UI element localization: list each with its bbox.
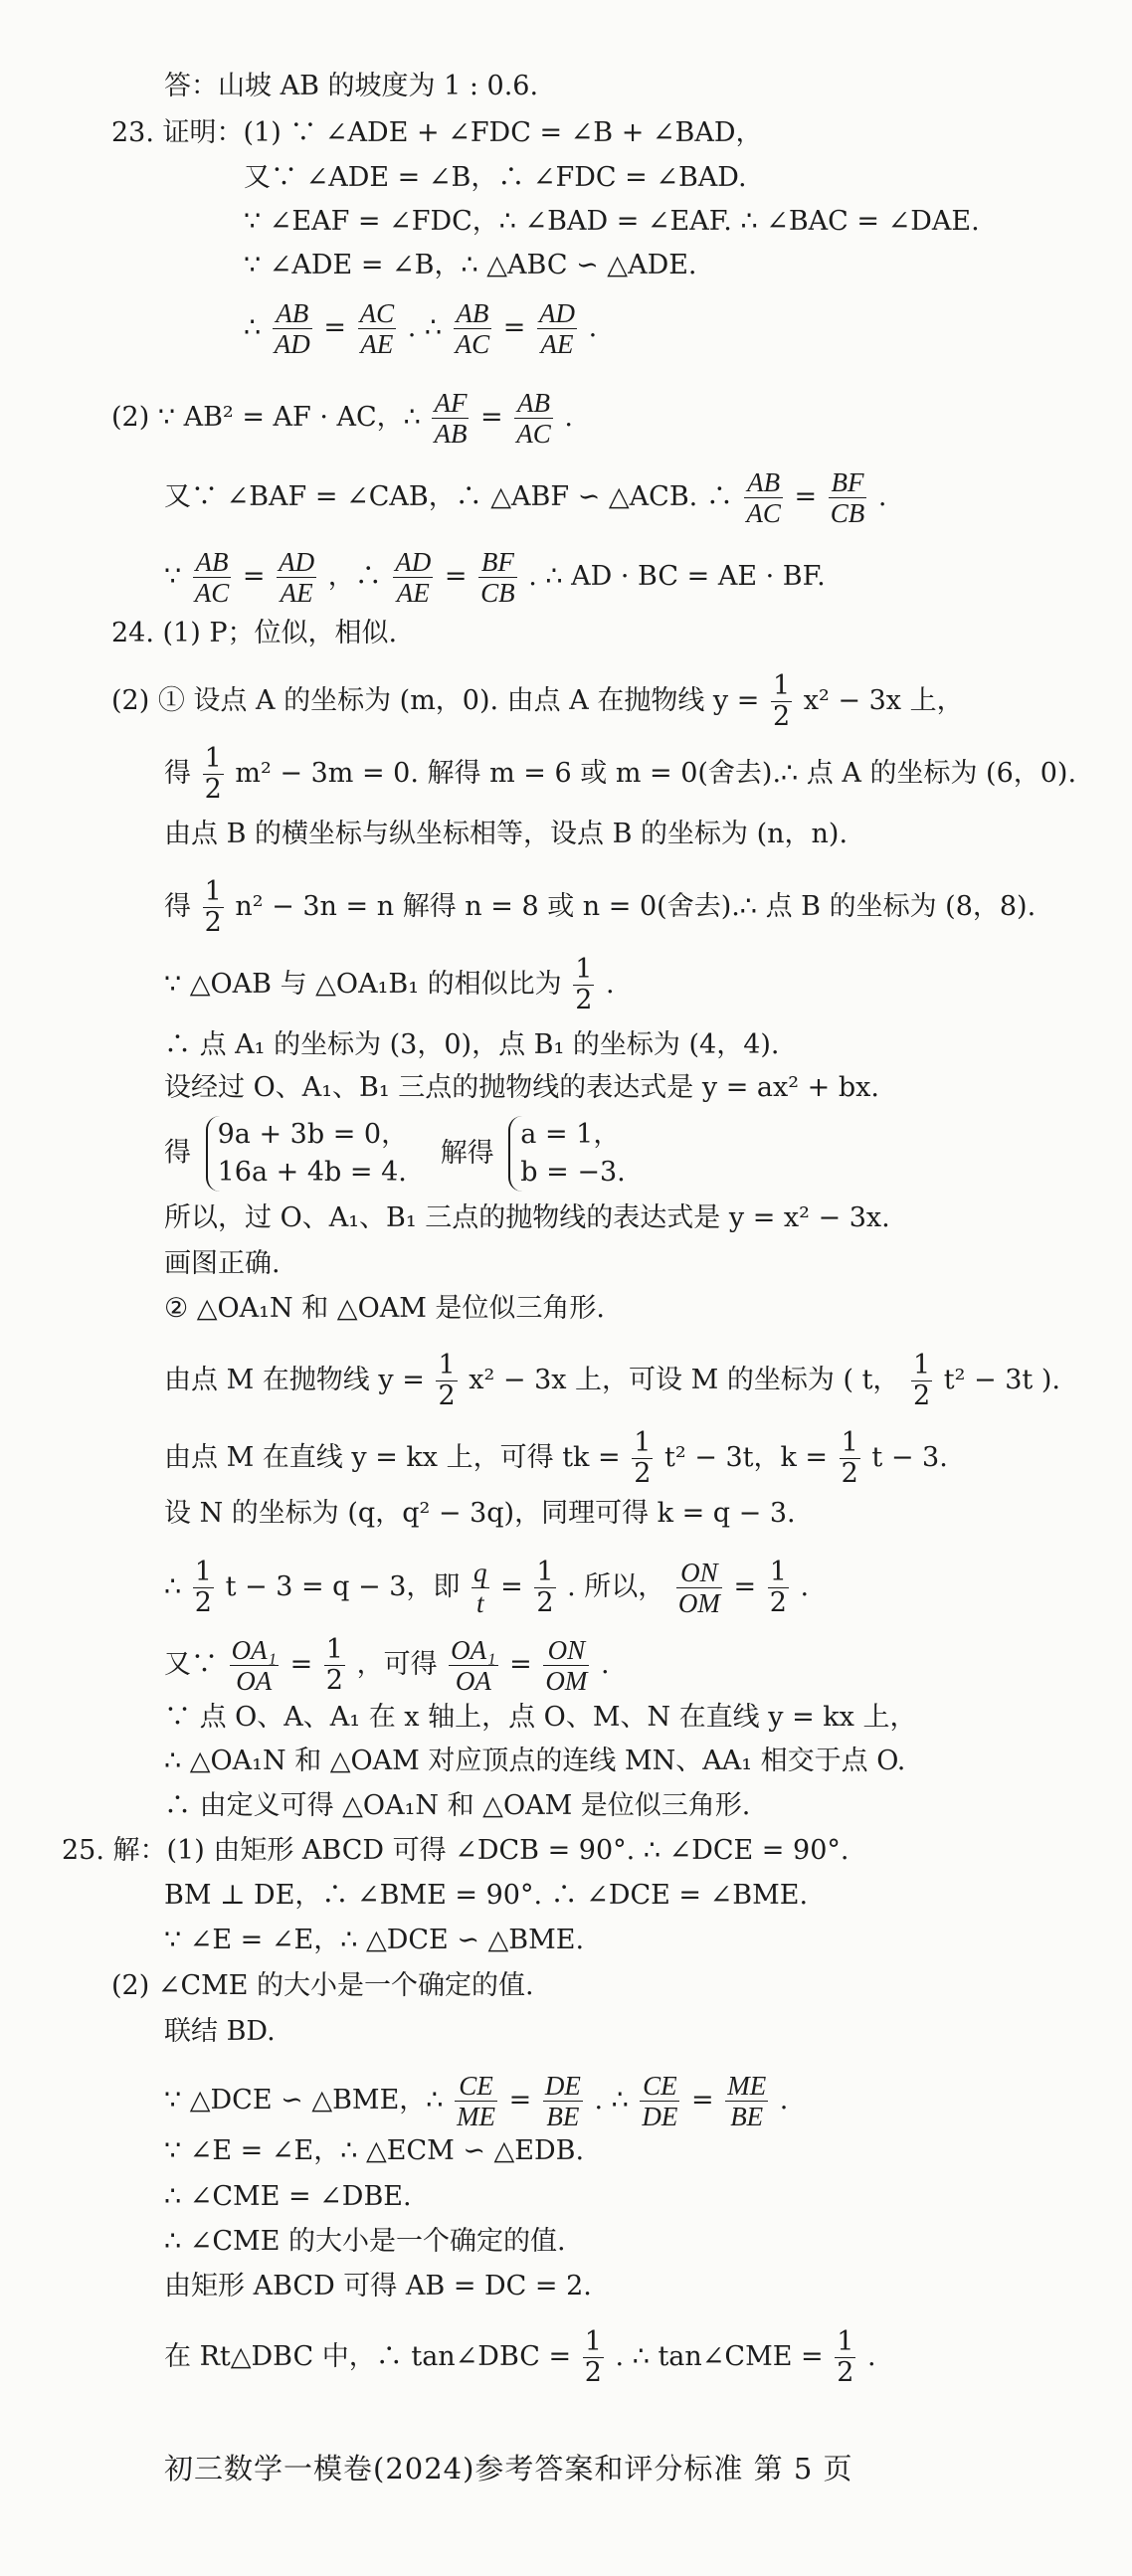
numerator: 1 (769, 1557, 787, 1587)
text: 又∵ (164, 1649, 218, 1680)
fraction (203, 744, 224, 805)
numerator: 1 (772, 670, 791, 701)
equation: 9a + 3b = 0， (217, 1119, 409, 1150)
q23-heading-line: 23. 证明：(1) ∵ ∠ADE + ∠FDC = ∠B + ∠BAD， (111, 117, 763, 148)
numerator: 1 (837, 2326, 854, 2357)
text: . (600, 1649, 610, 1680)
numerator: BF (478, 547, 517, 578)
fraction (472, 1558, 489, 1618)
text: x² − 3x 上， (803, 685, 964, 716)
q23-part2-line (164, 547, 826, 608)
fraction (632, 1428, 653, 1489)
fraction (573, 955, 594, 1015)
q25-heading-line: 25. 解：(1) 由矩形 ABCD 可得 ∠DCB = 90°. ∴ ∠DCE = 90°. (62, 1835, 849, 1866)
denominator: 2 (325, 1665, 343, 1696)
text: . ∴ (407, 312, 443, 343)
q25-line: 联结 BD. (164, 2016, 276, 2047)
text: = (508, 2085, 532, 2116)
denominator: 2 (837, 2357, 854, 2388)
fraction (514, 388, 553, 449)
numerator: 1 (438, 1350, 456, 1380)
q24-heading-line: 24. (1) P；位似，相似. (111, 618, 398, 648)
q25-line: ∴ ∠CME 的大小是一个确定的值. (164, 2226, 566, 2257)
denominator: AE (360, 329, 394, 359)
q24-line (111, 671, 964, 732)
fraction (193, 1558, 214, 1618)
numerator: OA₁ (451, 1635, 496, 1665)
text: 解得 (440, 1137, 494, 1169)
numerator: 1 (634, 1427, 652, 1458)
text: . (867, 2341, 876, 2372)
fraction (744, 467, 783, 528)
q24-line: 画图正确. (164, 1248, 281, 1279)
fraction (676, 1558, 722, 1618)
text: (2) ① 设点 A 的坐标为 (m，0). 由点 A 在抛物线 y = (111, 685, 760, 716)
text: . (564, 402, 573, 433)
denominator: OA (236, 1666, 273, 1696)
denominator: AE (540, 329, 574, 359)
fraction (534, 1558, 555, 1618)
numerator: AF (434, 388, 468, 418)
text: m² − 3m = 0. 解得 m = 6 或 m = 0(舍去).∴ 点 A 的坐标为 (6，0). (235, 758, 1077, 789)
fraction (640, 2071, 679, 2131)
text: = (242, 561, 266, 592)
q25-line (164, 2327, 876, 2388)
fraction (543, 2071, 583, 2131)
fraction (478, 547, 517, 608)
numerator: 1 (204, 876, 222, 907)
denominator: 2 (575, 985, 593, 1015)
text: ∴ (164, 1571, 182, 1602)
equation-system (206, 1116, 409, 1192)
q24-line (164, 877, 1036, 938)
text: x² − 3x 上，可设 M 的坐标为 ( t， (469, 1365, 900, 1395)
text: 又∵ ∠BAF = ∠CAB，∴ △ABF ∽ △ACB. ∴ (164, 481, 733, 512)
numerator: AD (538, 298, 575, 328)
fraction (273, 298, 312, 359)
text: . ∴ (594, 2085, 629, 2116)
text: t² − 3t ). (943, 1365, 1060, 1395)
text: = (509, 1649, 532, 1680)
text: = (690, 2085, 714, 2116)
denominator: 2 (584, 2357, 602, 2388)
denominator: 2 (438, 1380, 456, 1411)
text: (2) ∵ AB² = AF · AC，∴ (111, 402, 421, 433)
answer-22-conclusion: 答：山坡 AB 的坡度为 1 : 0.6. (164, 71, 539, 101)
text: . ∴ AD · BC = AE · BF. (528, 561, 826, 592)
denominator: BE (546, 2102, 580, 2131)
denominator: t (476, 1588, 484, 1618)
text: 在 Rt△DBC 中，∴ tan∠DBC = (164, 2341, 572, 2372)
fraction (771, 671, 792, 732)
fraction (835, 2327, 855, 2388)
numerator: AC (359, 298, 395, 328)
denominator: AE (396, 578, 430, 608)
text: . (606, 969, 615, 1000)
text: ，可得 (356, 1649, 438, 1680)
equation: b = −3. (520, 1157, 626, 1188)
text: . (800, 1571, 810, 1602)
q25-line: ∴ ∠CME = ∠DBE. (164, 2181, 412, 2212)
denominator: AC (455, 329, 490, 359)
q25-line: 由矩形 ABCD 可得 AB = DC = 2. (164, 2271, 592, 2301)
denominator: BE (730, 2102, 764, 2131)
q24-line: 所以，过 O、A₁、B₁ 三点的抛物线的表达式是 y = x² − 3x. (164, 1202, 890, 1233)
fraction (537, 298, 577, 359)
q25-line (164, 2071, 788, 2131)
numerator: DE (544, 2071, 581, 2101)
denominator: AE (280, 578, 313, 608)
text: 由点 M 在抛物线 y = (164, 1365, 425, 1395)
fraction (393, 547, 433, 608)
fraction (449, 1635, 497, 1696)
q23-part2-line (111, 388, 573, 449)
text: = (323, 312, 346, 343)
text: . ∴ tan∠CME = (615, 2341, 824, 2372)
q25-part2-line: (2) ∠CME 的大小是一个确定的值. (111, 1970, 534, 2001)
fraction (358, 298, 397, 359)
text: ∴ (244, 312, 262, 343)
text: 得 (164, 1137, 191, 1169)
numerator: 1 (841, 1427, 858, 1458)
numerator: AB (744, 467, 783, 498)
denominator: AC (194, 578, 230, 608)
text: ，∴ (327, 561, 382, 592)
denominator: CB (830, 498, 865, 528)
q25-line: ∵ ∠E = ∠E，∴ △DCE ∽ △BME. (164, 1925, 585, 1955)
numerator: OA₁ (231, 1635, 277, 1665)
numerator: ON (676, 1558, 722, 1588)
fraction (277, 547, 316, 608)
denominator: DE (642, 2102, 678, 2131)
q24-line (164, 1351, 1060, 1411)
text: = (733, 1571, 757, 1602)
fraction (454, 298, 492, 359)
fraction (768, 1558, 789, 1618)
q24-line (164, 1558, 809, 1618)
text: t² − 3t，k = (663, 1442, 829, 1473)
numerator: 1 (204, 743, 222, 774)
numerator: ON (543, 1635, 589, 1666)
fraction (203, 877, 224, 938)
fraction (455, 2071, 497, 2131)
denominator: AB (434, 419, 468, 449)
fraction (230, 1635, 279, 1696)
denominator: CB (480, 578, 515, 608)
q23-line: ∵ ∠ADE = ∠B，∴ △ABC ∽ △ADE. (244, 250, 697, 280)
q24-line (164, 1428, 948, 1489)
numerator: AD (279, 547, 315, 577)
denominator: 2 (841, 1458, 858, 1489)
text: = (289, 1649, 313, 1680)
fraction (193, 547, 232, 608)
denominator: 2 (772, 701, 791, 732)
q24-line: 设 N 的坐标为 (q，q² − 3q)，同理可得 k = q − 3. (164, 1498, 796, 1529)
numerator: 1 (913, 1350, 931, 1380)
fraction (840, 1428, 860, 1489)
text: t − 3 = q − 3，即 (225, 1571, 461, 1602)
numerator: ME (727, 2071, 767, 2101)
denominator: AD (274, 329, 310, 359)
text: 得 (164, 758, 191, 789)
q24-line: ∴ 由定义可得 △OA₁N 和 △OAM 是位似三角形. (164, 1790, 751, 1821)
fraction (432, 388, 469, 449)
q25-line: ∵ ∠E = ∠E，∴ △ECM ∽ △EDB. (164, 2135, 585, 2166)
fraction (324, 1635, 345, 1696)
q24-line: 由点 B 的横坐标与纵坐标相等，设点 B 的坐标为 (n，n). (164, 819, 849, 849)
numerator: 1 (584, 2326, 602, 2357)
numerator: AB (193, 547, 232, 578)
q24-line (164, 1635, 610, 1696)
q23-fraction-line (244, 298, 597, 359)
numerator: 1 (325, 1634, 343, 1665)
q24-line (164, 744, 1076, 805)
numerator: AB (454, 298, 492, 329)
equation: 16a + 4b = 4. (217, 1157, 407, 1188)
numerator: CE (640, 2071, 679, 2102)
q25-line: BM ⊥ DE，∴ ∠BME = 90°. ∴ ∠DCE = ∠BME. (164, 1880, 809, 1911)
equation-system (508, 1116, 625, 1192)
denominator: OM (545, 1666, 588, 1696)
text: = (500, 1571, 523, 1602)
numerator: CE (455, 2071, 497, 2102)
denominator: 2 (913, 1380, 931, 1411)
denominator: 2 (204, 907, 222, 938)
fraction (543, 1635, 589, 1696)
denominator: OM (677, 1588, 720, 1618)
text: = (480, 402, 503, 433)
text: . 所以， (567, 1571, 665, 1602)
text: 得 (164, 891, 191, 922)
fraction (725, 2071, 768, 2131)
text: ∵ △DCE ∽ △BME，∴ (164, 2085, 444, 2116)
text: 由点 M 在直线 y = kx 上，可得 tk = (164, 1442, 621, 1473)
numerator: q (473, 1558, 487, 1587)
q24-line: ∴ 点 A₁ 的坐标为 (3，0)，点 B₁ 的坐标为 (4，4). (164, 1029, 780, 1060)
q24-line: ∵ 点 O、A、A₁ 在 x 轴上，点 O、M、N 在直线 y = kx 上， (164, 1702, 917, 1733)
q24-line (164, 955, 615, 1015)
denominator: 2 (769, 1587, 787, 1618)
q24-line: ② △OA₁N 和 △OAM 是位似三角形. (164, 1293, 606, 1324)
denominator: 2 (194, 1587, 212, 1618)
text: ∵ (164, 561, 182, 592)
equation: a = 1， (520, 1119, 621, 1150)
text: n² − 3n = n 解得 n = 8 或 n = 0(舍去).∴ 点 B 的坐标为 (8，8). (235, 891, 1037, 922)
q23-part2-line (164, 467, 886, 528)
denominator: 2 (204, 774, 222, 805)
q23-line: ∵ ∠EAF = ∠FDC，∴ ∠BAD = ∠EAF. ∴ ∠BAC = ∠DAE. (244, 206, 980, 237)
numerator: 1 (575, 954, 593, 985)
q23-line: 又∵ ∠ADE = ∠B，∴ ∠FDC = ∠BAD. (244, 162, 747, 193)
denominator: OA (455, 1666, 491, 1696)
fraction (911, 1351, 932, 1411)
denominator: AC (516, 419, 551, 449)
text: . (779, 2085, 789, 2116)
text: ∵ △OAB 与 △OA₁B₁ 的相似比为 (164, 969, 562, 1000)
q24-system-line (164, 1116, 632, 1192)
fraction (436, 1351, 457, 1411)
text: = (502, 312, 526, 343)
numerator: 1 (194, 1557, 212, 1587)
q24-line: ∴ △OA₁N 和 △OAM 对应顶点的连线 MN、AA₁ 相交于点 O. (164, 1746, 906, 1776)
text: . (877, 481, 887, 512)
page-footer: 初三数学一模卷(2024)参考答案和评分标准 第 5 页 (164, 2452, 853, 2485)
text: . (588, 312, 598, 343)
text: = (444, 561, 468, 592)
q24-line: 设经过 O、A₁、B₁ 三点的抛物线的表达式是 y = ax² + bx. (164, 1072, 879, 1103)
denominator: AC (746, 498, 781, 528)
numerator: AB (273, 298, 312, 329)
text: = (794, 481, 818, 512)
numerator: BF (829, 467, 867, 498)
numerator: AB (514, 388, 553, 419)
denominator: 2 (536, 1587, 554, 1618)
numerator: 1 (536, 1557, 554, 1587)
numerator: AD (395, 547, 432, 577)
denominator: ME (457, 2102, 496, 2131)
fraction (583, 2327, 604, 2388)
denominator: 2 (634, 1458, 652, 1489)
text: t − 3. (871, 1442, 948, 1473)
fraction (829, 467, 867, 528)
